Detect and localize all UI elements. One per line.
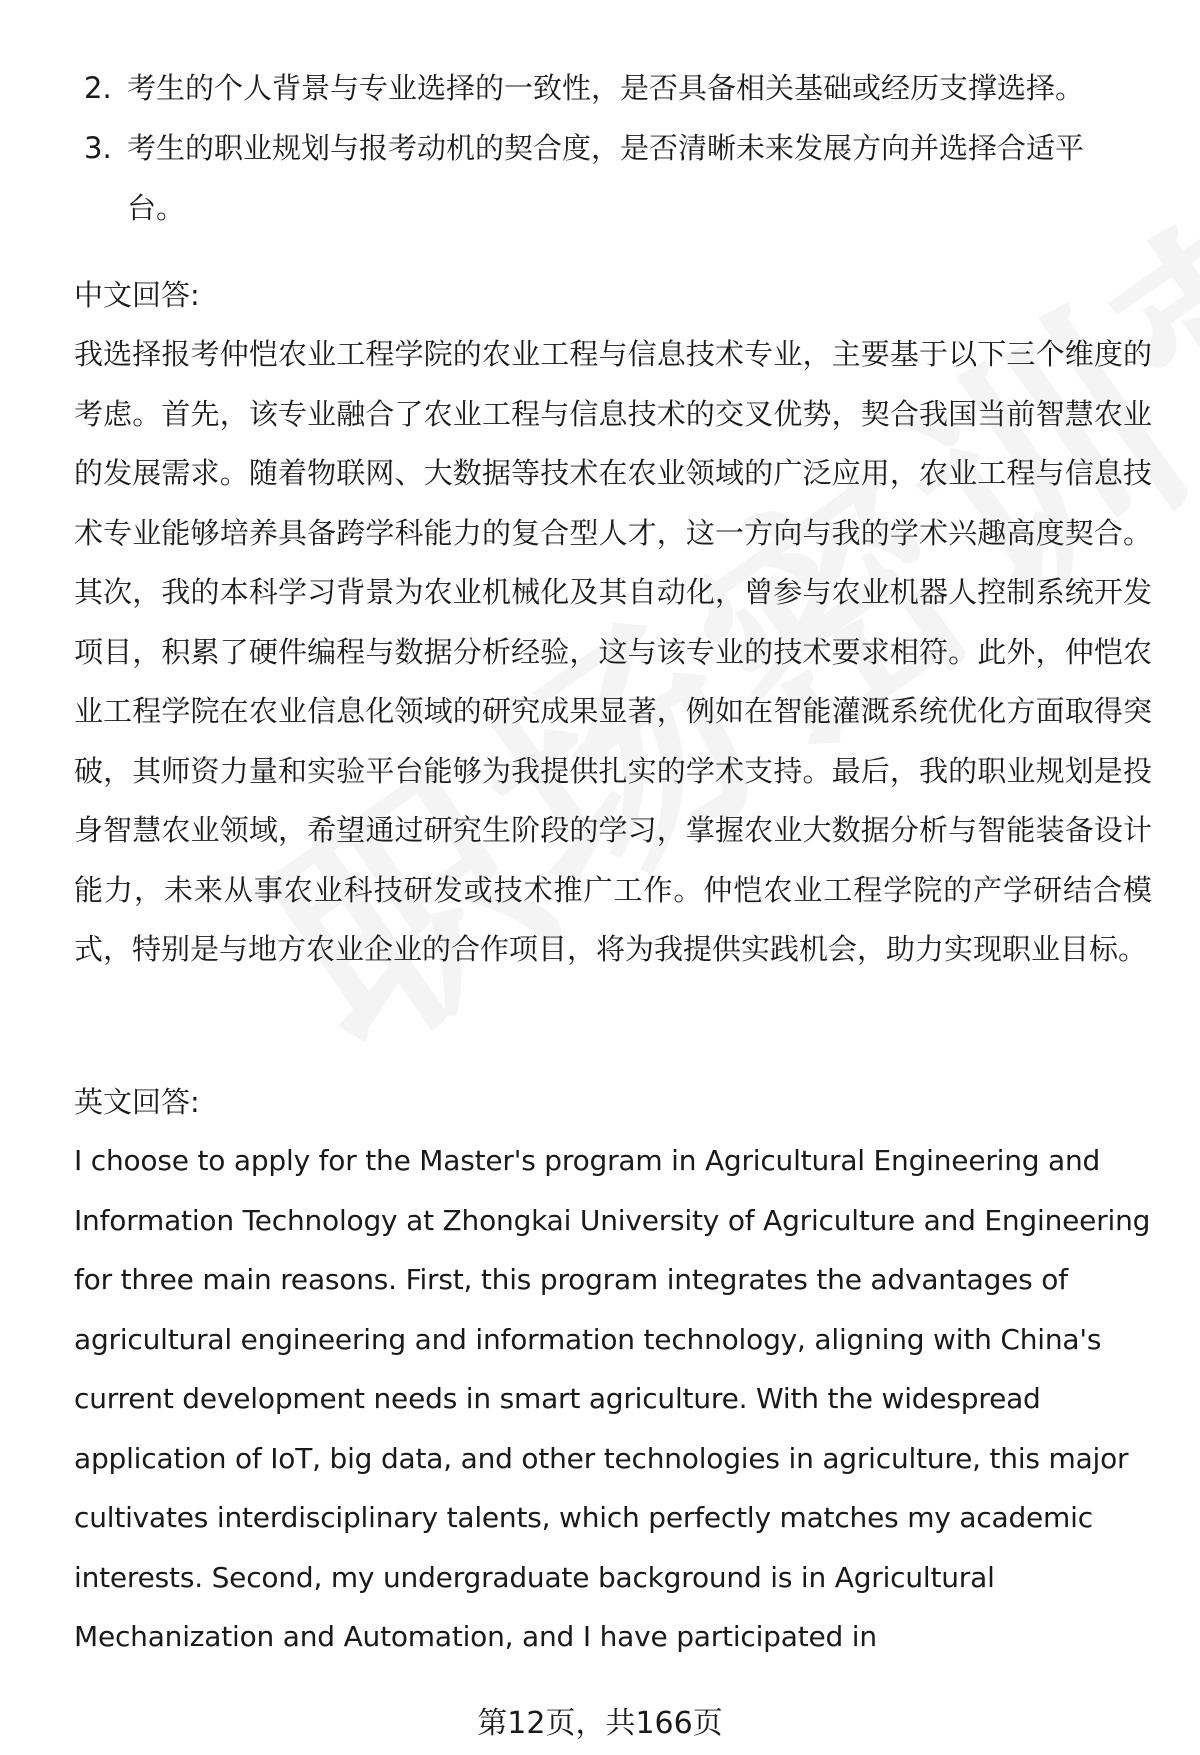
criteria-list [0, 58, 1200, 238]
list-item [0, 118, 1200, 238]
english-answer-paragraph: I choose to apply for the Master's program in Agricultural Engineering and Information Technology at Zhongkai University of Agriculture and Engineering for three main reasons. First, this program integrates the advantages of agricultural engineering and information technology, aligning with China's current development needs in smart agriculture. With the widespread application of IoT, big data, and other technologies in agriculture, this major cultivates interdisciplinary talents, which perfectly matches my academic interests. Second, my undergraduate background is in Agricultural Mechanization and Automation, and I have participated in [74, 1144, 1151, 1653]
list-item [0, 58, 1200, 118]
chinese-answer-paragraph: 我选择报考仲恺农业工程学院的农业工程与信息技术专业，主要基于以下三个维度的考虑。首先，该专业融合了农业工程与信息技术的交叉优势，契合我国当前智慧农业的发展需求。随着物联网、大数据等技术在农业领域的广泛应用，农业工程与信息技术专业能够培养具备跨学科能力的复合型人才，这一方向与我的学术兴趣高度契合。其次，我的本科学习背景为农业机械化及其自动化，曾参与农业机器人控制系统开发项目，积累了硬件编程与数据分析经验，这与该专业的技术要求相符。此外，仲恺农业工程学院在农业信息化领域的研究成果显著，例如在智能灌溉系统优化方面取得突破，其师资力量和实验平台能够为我提供扎实的学术支持。最后，我的职业规划是投身智慧农业领域，希望通过研究生阶段的学习，掌握农业大数据分析与智能装备设计能力，未来从事农业科技研发或技术推广工作。仲恺农业工程学院的产学研结合模式，特别是与地方农业企业的合作项目，将为我提供实践机会，助力实现职业目标。 [74, 337, 1152, 966]
list-item-text: 考生的职业规划与报考动机的契合度，是否清晰未来发展方向并选择合适平台。 [127, 131, 1085, 225]
list-item-text: 考生的个人背景与专业选择的一致性，是否具备相关基础或经历支撑选择。 [127, 71, 1085, 105]
english-answer-heading: 英文回答: [74, 1085, 200, 1119]
page-number-footer: 第12页，共166页 [477, 1706, 723, 1741]
chinese-answer-heading: 中文回答: [74, 278, 200, 312]
list-item-number: 2. [84, 71, 112, 105]
list-item-number: 3. [84, 131, 112, 165]
